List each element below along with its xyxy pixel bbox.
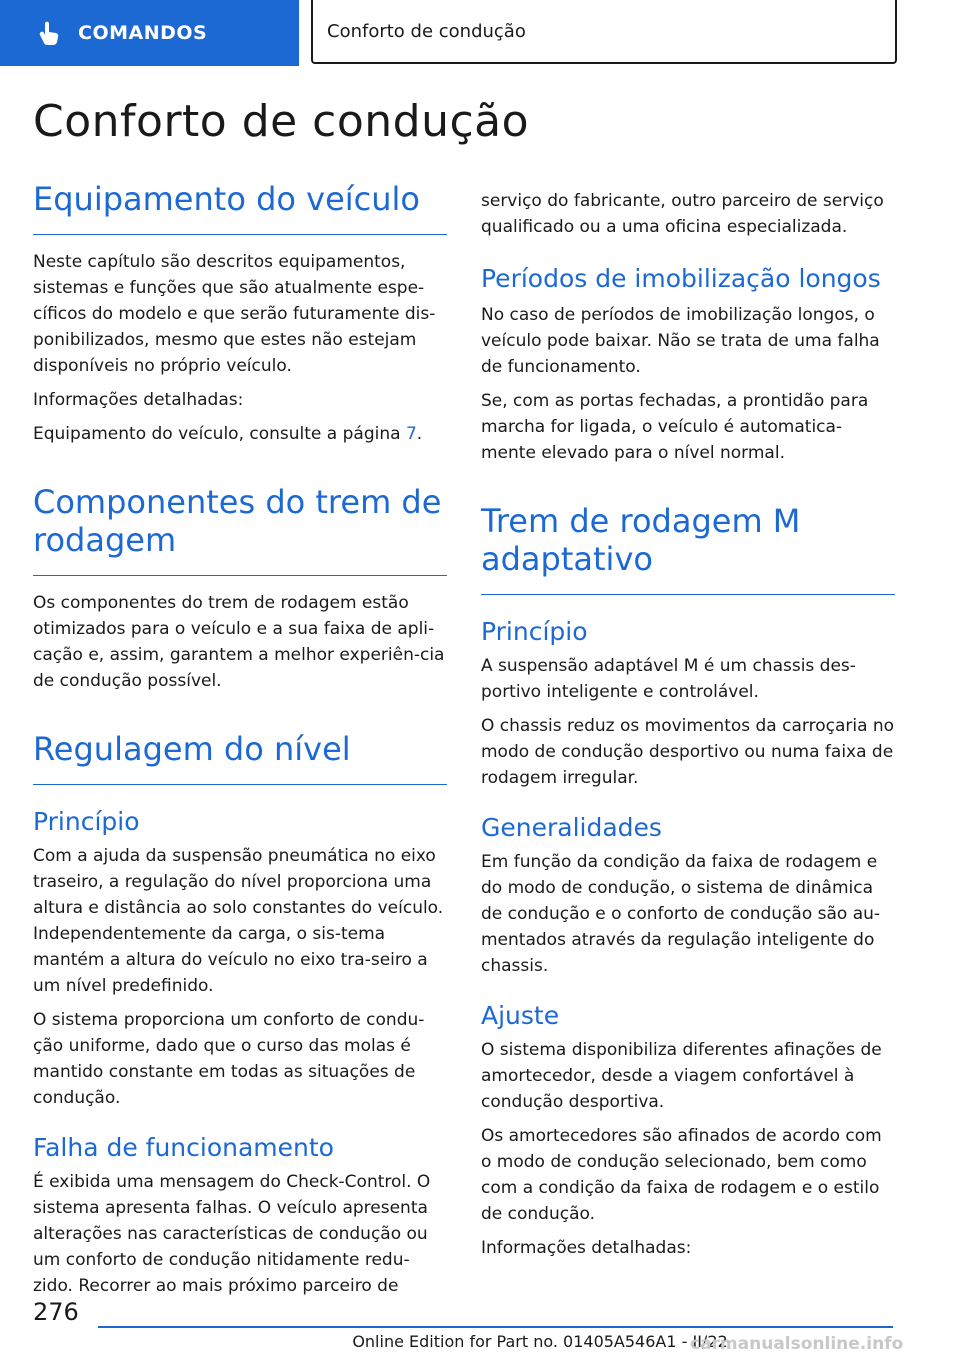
subheading-generalidades: Generalidades bbox=[481, 813, 662, 842]
paragraph: O chassis reduz os movimentos da carroçaria no modo de condução desportivo ou numa faixa de rodagem irregular. bbox=[481, 716, 895, 788]
paragraph: Com a ajuda da suspensão pneumática no eixo traseiro, a regulação do nível proporciona uma altura e distância ao solo constantes do veículo. Independentemente da carga, o sis-tema mantém a altura do veículo no eixo tra-seiro a um nível predefinido. bbox=[33, 846, 444, 996]
right-column bbox=[481, 188, 895, 1261]
paragraph: No caso de períodos de imobilização longos, o veículo pode baixar. Não se trata de uma falha de funcionamento. bbox=[481, 305, 880, 377]
watermark: carmanualsonline.info bbox=[690, 1334, 904, 1354]
paragraph: Informações detalhadas: bbox=[33, 390, 244, 410]
chapter-label: COMANDOS bbox=[78, 22, 208, 44]
left-column bbox=[33, 180, 447, 1299]
page-link[interactable]: 7 bbox=[405, 424, 417, 444]
paragraph: Se, com as portas fechadas, a prontidão para marcha for ligada, o veículo é automatica-mente elevado para o nível normal. bbox=[481, 391, 869, 463]
heading-regulagem: Regulagem do nível bbox=[33, 730, 447, 785]
heading-equipamento: Equipamento do veículo bbox=[33, 180, 447, 235]
subheading-principio: Princípio bbox=[481, 617, 588, 646]
page-header bbox=[0, 0, 960, 66]
paragraph: O sistema disponibiliza diferentes afinações de amortecedor, desde a viagem confortável à condução desportiva. bbox=[481, 1040, 882, 1112]
chapter-tab[interactable] bbox=[0, 0, 299, 66]
reference-text: Equipamento do veículo, consulte a página bbox=[33, 424, 406, 444]
footer-divider bbox=[98, 1326, 893, 1328]
subheading-falha: Falha de funcionamento bbox=[33, 1133, 334, 1162]
page-number: 276 bbox=[33, 1298, 79, 1326]
heading-trem-adaptativo: Trem de rodagem M adaptativo bbox=[481, 502, 895, 595]
heading-componentes: Componentes do trem de rodagem bbox=[33, 483, 447, 576]
paragraph: Os componentes do trem de rodagem estão otimizados para o veículo e a sua faixa de apli-cação e, assim, garantem a melhor experiên-cia de condução possível. bbox=[33, 593, 445, 691]
paragraph: serviço do fabricante, outro parceiro de serviço qualificado ou a uma oficina especializada. bbox=[481, 191, 884, 237]
subheading-principio: Princípio bbox=[33, 807, 140, 836]
paragraph: O sistema proporciona um conforto de condu-ção uniforme, dado que o curso das molas é mantido constante em todas as situações de condução. bbox=[33, 1010, 425, 1108]
subheading-ajuste: Ajuste bbox=[481, 1001, 560, 1030]
section-tab bbox=[311, 0, 897, 64]
subheading-imobilizacao: Períodos de imobilização longos bbox=[481, 264, 881, 293]
paragraph: É exibida uma mensagem do Check-Control. O sistema apresenta falhas. O veículo apresenta alterações nas características de condução ou um conforto de condução nitidamente redu-zido. Recorrer ao mais próximo parceiro de bbox=[33, 1172, 431, 1296]
pointing-hand-icon bbox=[36, 20, 62, 46]
edition-note: Online Edition for Part no. 01405A546A1 - II/22 bbox=[352, 1332, 728, 1351]
paragraph: Neste capítulo são descritos equipamentos, sistemas e funções que são atualmente espe-cíficos do modelo e que serão futuramente dis-ponibilizados, mesmo que estes não estejam disponíveis no próprio veículo. bbox=[33, 252, 436, 376]
reference-end: . bbox=[416, 424, 423, 444]
paragraph: Informações detalhadas: bbox=[481, 1238, 692, 1258]
paragraph: A suspensão adaptável M é um chassis des-portivo inteligente e controlável. bbox=[481, 656, 856, 702]
section-label: Conforto de condução bbox=[327, 20, 526, 42]
paragraph: Os amortecedores são afinados de acordo com o modo de condução selecionado, bem como com a condição da faixa de rodagem e o estilo de condução. bbox=[481, 1126, 882, 1224]
paragraph: Em função da condição da faixa de rodagem e do modo de condução, o sistema de dinâmica de condução e o conforto de condução são au-mentados através da regulação inteligente do chassis. bbox=[481, 852, 881, 976]
page-title: Conforto de condução bbox=[33, 96, 530, 147]
cross-reference bbox=[33, 421, 447, 447]
